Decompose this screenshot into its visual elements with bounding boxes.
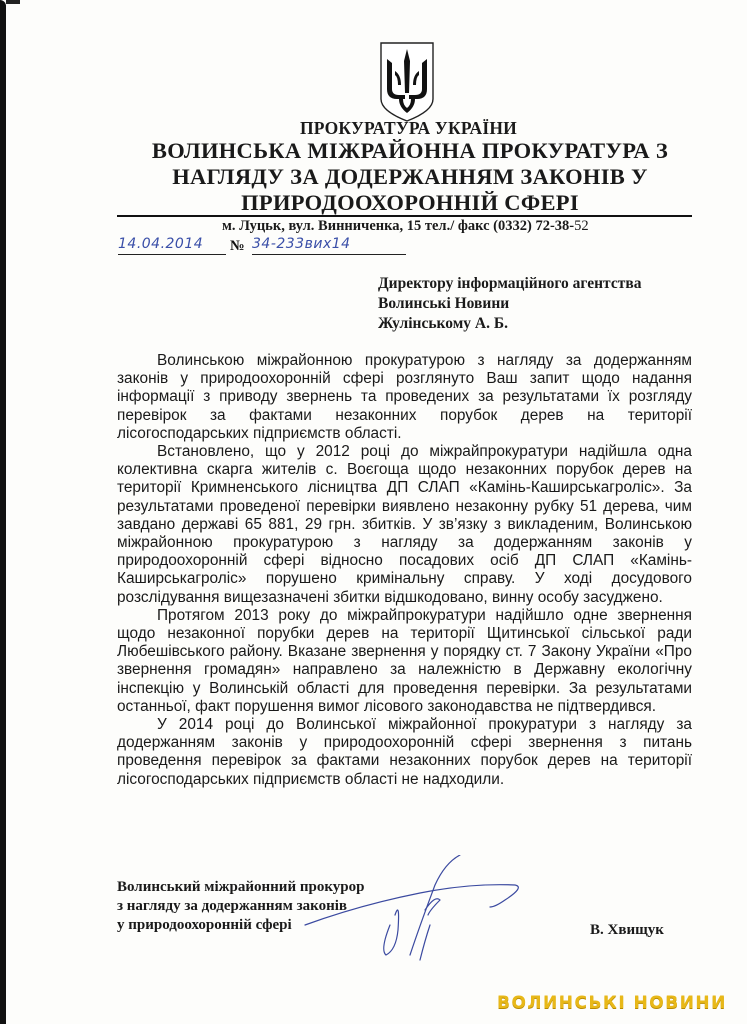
signatory-title-line: Волинський міжрайонний прокурор <box>117 879 365 895</box>
number-sign: № <box>230 238 245 254</box>
addressee-line: Жулінському А. Б. <box>378 315 508 332</box>
office-heading-line1: ВОЛИНСЬКА МІЖРАЙОННА ПРОКУРАТУРА З <box>151 138 669 163</box>
signatory-title-line: у природоохоронній сфері <box>117 917 292 933</box>
body-paragraph: Волинською міжрайонною прокуратурою з нагляду за додержанням законів у природоохоронній сфері розглянуто Ваш запит щодо надання інформації з приводу звернень та проведених за результатами їх розгляду перевірок за фактами незаконних порубок дерев на території лісогосподарських підприємств області. <box>117 352 692 442</box>
signatory-name: В. Хвищук <box>590 922 664 938</box>
office-heading-line3: ПРИРОДООХОРОННІЙ СФЕРІ <box>241 190 579 215</box>
office-address-tail: 52 <box>574 218 589 234</box>
addressee-block <box>378 274 641 334</box>
body-paragraph: Встановлено, що у 2012 році до міжрайпрокуратури надійшла одна колективна скарга жителів с. Воєгоща щодо незаконних порубок дерев на території Кримненського лісництва ДП СЛАП «Камінь-Каширськагроліс». За результатами проведеної перевірки виявлено незаконну рубку 51 дерева, чим завдано державі 65 881, 29 грн. збитків. У зв’язку з викладеним, Волинською міжрайонною прокуратурою з нагляду за додержанням законів у природоохоронній сфері відносно посадових осіб ДП СЛАП «Камінь-Каширськагроліс» порушено кримінальну справу. У ході досудового розслідування вищезазначені збитки відшкодовано, винну особу засуджено. <box>117 443 692 606</box>
letter-body <box>117 352 692 789</box>
signatory-title-line: з нагляду за додержанням законів <box>117 898 347 914</box>
registration-number: 34-233вих14 <box>252 236 406 255</box>
office-address-main: м. Луцьк, вул. Винниченка, 15 тел./ факс (0332) 72-38- <box>222 218 575 234</box>
scan-edge-top <box>6 0 20 4</box>
addressee-line: Волинські Новини <box>378 295 510 312</box>
header-divider <box>117 215 692 217</box>
news-agency-watermark: ВОЛИНСЬКІ НОВИНИ <box>497 993 727 1013</box>
agency-heading: ПРОКУРАТУРА УКРАЇНИ <box>300 118 517 138</box>
body-paragraph: Протягом 2013 року до міжрайпрокуратури надійшло одне звернення щодо незаконної порубки дерев на території Щитинської сільської ради Любешівського району. Вказане звернення у порядку ст. 7 Закону України «Про звернення громадян» направлено за належністю в Державну екологічну інспекцію у Волинській області для проведення перевірки. За результатами останньої, факт порушення вимог лісового законодавства не підтвердився. <box>117 606 692 715</box>
addressee-line: Директору інформаційного агентства <box>378 275 642 292</box>
office-address <box>222 218 589 235</box>
office-heading-line2: НАГЛЯДУ ЗА ДОДЕРЖАННЯМ ЗАКОНІВ У <box>172 164 648 189</box>
scan-edge <box>0 0 6 1024</box>
registration-date: 14.04.2014 <box>118 236 226 255</box>
coat-of-arms-trident-icon <box>379 41 435 123</box>
handwritten-signature <box>300 855 530 965</box>
body-paragraph: У 2014 році до Волинської міжрайонної прокуратури з нагляду за додержанням законів у природоохоронній сфері звернення з питань проведення перевірок за фактами незаконних порубок дерев на території лісогосподарських підприємств області не надходили. <box>117 716 692 788</box>
